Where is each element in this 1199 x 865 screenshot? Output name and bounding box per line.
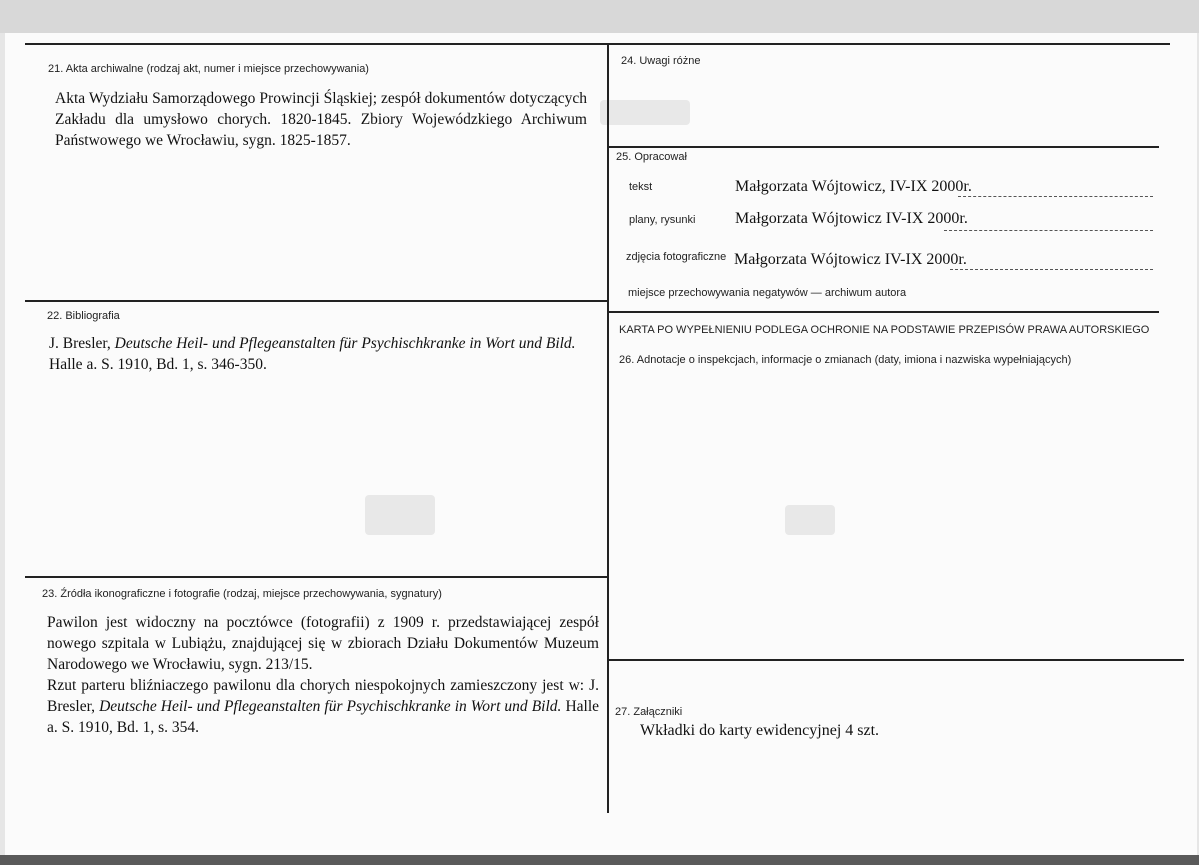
dotted-line — [944, 230, 1153, 231]
section-23-paragraph-2 — [47, 675, 599, 738]
author-row-plans-value: Małgorzata Wójtowicz IV-IX 2000r. — [735, 210, 968, 227]
copyright-notice: KARTA PO WYPEŁNIENIU PODLEGA OCHRONIE NA PODSTAWIE PRZEPISÓW PRAWA AUTORSKIEGO — [619, 324, 1150, 336]
divider-26-27 — [609, 659, 1184, 661]
author-row-photos-value: Małgorzata Wójtowicz IV-IX 2000r. — [734, 251, 967, 268]
section-22-text — [49, 333, 594, 375]
section-25-label: 25. Opracował — [616, 151, 687, 163]
section-27-text: Wkładki do karty ewidencyjnej 4 szt. — [640, 722, 880, 739]
column-divider — [607, 43, 609, 813]
section-22-label: 22. Bibliografia — [47, 310, 120, 322]
plan-reference: Rzut parteru bliźniaczego pawilonu dla chorych niespokojnych zamieszczony jest w: J. Bresler, — [47, 677, 599, 715]
bibliography-imprint: Halle a. S. 1910, Bd. 1, s. 346-350. — [49, 356, 267, 373]
author-row-plans-label: plany, rysunki — [629, 214, 696, 226]
dotted-line — [950, 269, 1153, 270]
scan-smudge — [365, 495, 435, 535]
plan-reference-imprint: Halle a. S. 1910, Bd. 1, s. 354. — [47, 698, 600, 736]
author-row-photos-label: zdjęcia fotograficzne — [626, 251, 727, 263]
section-23-text — [47, 612, 599, 738]
divider-25-copyright — [609, 311, 1159, 313]
scan-smudge — [785, 505, 835, 535]
section-26-label: 26. Adnotacje o inspekcjach, informacje o zmianach (daty, imiona i nazwiska wypełniających) — [619, 354, 1072, 366]
author-row-text-value: Małgorzata Wójtowicz, IV-IX 2000r. — [735, 178, 972, 195]
scan-bottom-margin — [0, 855, 1199, 865]
dotted-line — [958, 196, 1153, 197]
section-24-label: 24. Uwagi różne — [621, 55, 701, 67]
negatives-storage-label: miejsce przechowywania negatywów — archiwum autora — [628, 287, 907, 299]
scan-top-margin — [0, 0, 1199, 33]
divider-24-25 — [609, 146, 1159, 148]
bibliography-title: Deutsche Heil- und Pflegeanstalten für Psychischkranke in Wort und Bild. — [114, 335, 576, 352]
divider-21-22 — [25, 300, 607, 302]
plan-reference-title: Deutsche Heil- und Pflegeanstalten für Psychischkranke in Wort und Bild. — [99, 698, 562, 715]
section-23-label: 23. Źródła ikonograficzne i fotografie (rodzaj, miejsce przechowywania, sygnatury) — [42, 588, 442, 600]
section-27-label: 27. Załączniki — [615, 706, 683, 718]
section-23-paragraph-1: Pawilon jest widoczny na pocztówce (fotografii) z 1909 r. przedstawiającej zespół nowego szpitala w Lubiążu, znajdującej się w zbiorach Działu Dokumentów Muzeum Narodowego we Wrocławiu, sygn. 213/15. — [47, 614, 599, 673]
section-21-text: Akta Wydziału Samorządowego Prowincji Śląskiej; zespół dokumentów dotyczących Zakładu dla umysłowo chorych. 1820-1845. Zbiory Wojewódzkiego Archiwum Państwowego we Wrocławiu, sygn. 1825-1857. — [55, 90, 587, 149]
section-21-label: 21. Akta archiwalne (rodzaj akt, numer i miejsce przechowywania) — [48, 63, 369, 75]
scan-smudge — [600, 100, 690, 125]
author-row-text-label: tekst — [629, 181, 653, 193]
bibliography-author: J. Bresler, — [49, 335, 115, 352]
divider-22-23 — [25, 576, 607, 578]
top-rule — [25, 43, 1170, 45]
